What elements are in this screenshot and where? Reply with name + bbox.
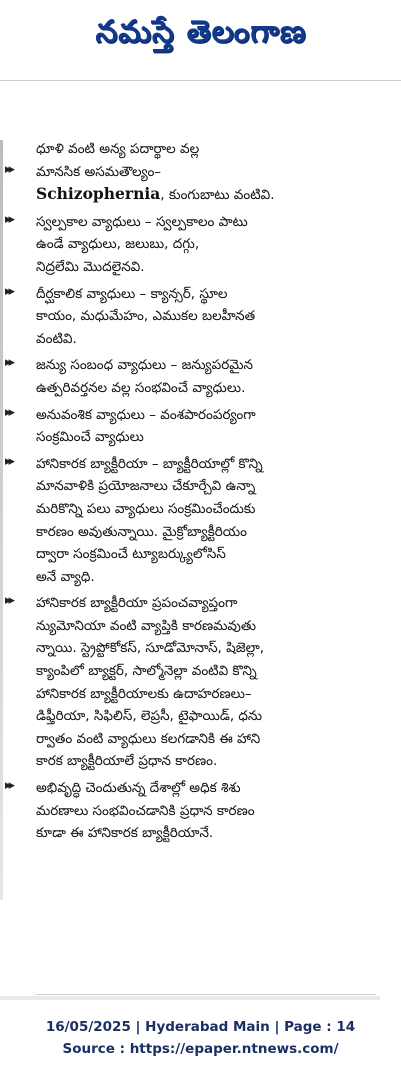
item-text-line: అభివృద్ధి చెందుతున్న దేశాల్లో అధిక శిశు <box>36 780 241 797</box>
footer-source: Source : https://epaper.ntnews.com/ <box>62 1041 339 1057</box>
double-arrow-bullet-icon: ▸▸ <box>5 404 13 420</box>
english-term-tail: , కుంగుబాటు వంటివి. <box>160 187 275 204</box>
item-text-line: దీర్ఘకాలిక వ్యాధులు – క్యాన్సర్, స్థూల <box>36 285 228 302</box>
item-text-line: వంటివి. <box>36 330 77 347</box>
double-arrow-bullet-icon: ▸▸ <box>5 593 13 609</box>
bullet-list <box>5 161 381 845</box>
list-item <box>5 777 381 845</box>
page-bottom-edge <box>0 996 380 1000</box>
english-term: Schizophernia <box>36 184 161 204</box>
list-item <box>5 211 381 279</box>
item-text-line: న్నాయి. స్ట్రెప్టోకోకస్, సూడోమోనాస్, షిజెల్లా, <box>36 640 265 657</box>
item-text-line: డిఫ్తీరియా, సిఫిలిస్, లెప్రసీ, టైఫాయిడ్, ధను <box>36 708 263 725</box>
masthead <box>0 0 401 81</box>
item-text-line: సంక్రమించే వ్యాధులు <box>36 429 144 446</box>
item-text-line: క్యాంపిలో బ్యాక్టర్, సాల్మోనెల్లా వంటివి కొన్ని <box>36 663 257 680</box>
double-arrow-bullet-icon: ▸▸ <box>5 355 13 371</box>
item-text-line: ఉండే వ్యాధులు, జలుబు, దగ్గు, <box>36 236 200 253</box>
item-text-line: కూడా ఈ హానికారక బ్యాక్టీరియానే. <box>36 825 214 842</box>
item-text-line: మరణాలు సంభవించడానికి ప్రధాన కారణం <box>36 802 255 819</box>
list-item <box>5 354 381 399</box>
intro-line: ధూళి వంటి అన్య పదార్థాల వల్ల <box>36 141 200 157</box>
footer-date-edition: 16/05/2025 | Hyderabad Main | Page : 14 <box>45 1019 356 1035</box>
item-text-line: మరికొన్ని పలు వ్యాధులు సంక్రమించేందుకు <box>36 500 256 517</box>
item-text-line: అనువంశిక వ్యాధులు – వంశపారంపర్యంగా <box>36 406 256 423</box>
list-item <box>5 161 381 207</box>
list-item <box>5 453 381 589</box>
divider <box>36 994 376 995</box>
item-text-line: ఉత్పరివర్తనల వల్ల సంభవించే వ్యాధులు. <box>36 379 246 396</box>
item-text-line: కాయం, మధుమేహం, ఎముకల బలహీనత <box>36 308 256 325</box>
footer <box>0 1016 401 1060</box>
double-arrow-bullet-icon: ▸▸ <box>5 778 13 794</box>
item-text-line: కారక బ్యాక్టీరియాలే ప్రధాన కారణం. <box>36 753 218 770</box>
item-text-line: జన్యు సంబంధ వ్యాధులు – జన్యుపరమైన <box>36 357 253 374</box>
item-text-line: ర్వాతం వంటి వ్యాధులు కలగడానికి ఈ హాని <box>36 730 261 747</box>
item-text-line: నిద్రలేమి మొదలైనవి. <box>36 258 145 275</box>
list-item <box>5 283 381 351</box>
item-text-line: హానికారక బ్యాక్టీరియా – బ్యాక్టీరియాల్లో కొన్ని <box>36 455 263 472</box>
double-arrow-bullet-icon: ▸▸ <box>5 211 13 227</box>
list-item <box>5 404 381 449</box>
item-text-line: న్యుమోనియా వంటి వ్యాప్తికి కారణమవుతు <box>36 617 257 634</box>
article-body <box>5 138 381 849</box>
item-text-line: కారణం అవుతున్నాయి. మైక్రోబ్యాక్టీరియం <box>36 523 247 540</box>
item-text-line: ద్వారా సంక్రమించే ట్యూబర్క్యులోసిస్ <box>36 546 226 563</box>
item-text-line: స్వల్పకాల వ్యాధులు – స్వల్పకాలం పాటు <box>36 213 248 230</box>
item-text-line: అనే వ్యాధి. <box>36 568 95 585</box>
double-arrow-bullet-icon: ▸▸ <box>5 283 13 299</box>
item-text-line: మానవాళికి ప్రయోజనాలు చేకూర్చేవి ఉన్నా <box>36 478 256 495</box>
item-text-line: మానసిక అసమతౌల్యం– <box>36 163 162 180</box>
double-arrow-bullet-icon: ▸▸ <box>5 453 13 469</box>
list-item <box>5 592 381 773</box>
double-arrow-bullet-icon: ▸▸ <box>5 161 13 177</box>
item-text-line: హానికారక బ్యాక్టీరియాలకు ఉదాహరణలు– <box>36 685 252 702</box>
page-edge <box>0 140 3 900</box>
item-text-line <box>36 183 381 207</box>
item-text-line: హానికారక బ్యాక్టీరియా ప్రపంచవ్యాప్తంగా <box>36 595 238 612</box>
newspaper-title: నమస్తే తెలంగాణ <box>95 14 307 50</box>
